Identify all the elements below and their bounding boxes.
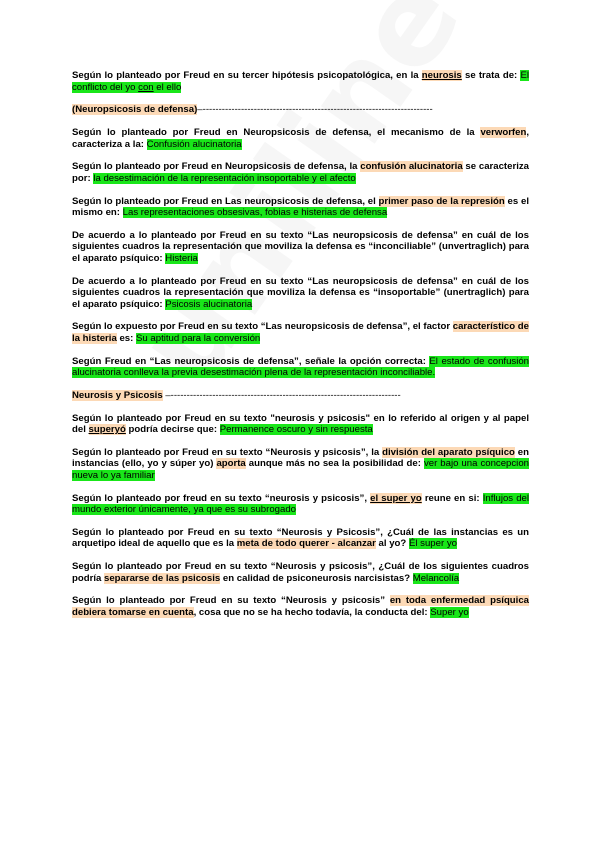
answer-highlight: ver bajo una concepcion nueva lo ya familiar [72, 458, 529, 482]
document-page [72, 70, 529, 629]
question-12: Según lo planteado por Freud en su texto “Neurosis y Psicosis”, ¿Cuál de las instancias es un arquetipo ideal de aquello que es la meta de todo querer - alcanzar al yo? Él super yo [72, 526, 529, 550]
question-8: Según Freud en “Las neuropsicosis de defensa”, señale la opción correcta: El estado de confusión alucinatoria conlleva la previa desestimación plena de la representación inconciliable. [72, 355, 530, 379]
question-3: Según lo planteado por Freud en Neuropsicosis de defensa, la confusión alucinatoria se caracteriza por: la desestimación de la representación insoportable y el afecto [72, 161, 529, 184]
section-heading-neuropsicosis: (Neuropsicosis de defensa)–------------------------------------------------------------------------ [72, 104, 433, 116]
answer-highlight: Histeria [165, 252, 198, 264]
answer-highlight: Confusión alucinatoria [146, 138, 242, 150]
question-6: De acuerdo a lo planteado por Freud en su texto “Las neuropsicosis de defensa” en cuál de los siguientes cuadros la representación que moviliza la defensa es “insoportable” (unertraglich) para el aparato psíquico: Psicosis alucinatoria [72, 275, 529, 310]
answer-highlight: Su aptitud para la conversión [136, 332, 261, 344]
question-13: Según lo planteado por Freud en su texto “Neurosis y psicosis”, ¿Cuál de los siguientes cuadros podría separarse de las psicosis en calidad de psiconeurosis narcisistas? Melancolía [72, 561, 529, 584]
question-14: Según lo planteado por Freud en su texto “Neurosis y psicosis” en toda enfermedad psíquica debiera tomarse en cuenta, cosa que no se ha hecho todavía, la conducta del: Super yo [72, 595, 529, 618]
answer-highlight: la desestimación de la representación insoportable y el afecto [93, 172, 356, 184]
topic-highlight: neurosis [421, 70, 462, 81]
answer-highlight: Psicosis alucinatoria [165, 298, 253, 310]
section-heading-neurosis-psicosis: Neurosis y Psicosis –------------------------------------------------------------------------ [72, 389, 401, 401]
question-11: Según lo planteado por freud en su texto “neurosis y psicosis”, el super yo reune en si: Influjos del mundo exterior únicamente, ya que es su subrogado [72, 492, 530, 516]
answer-highlight: El conflicto del yo con el ello [72, 70, 529, 93]
answer-highlight: Él super yo [408, 538, 457, 550]
answer-highlight: Influjos del mundo exterior únicamente, ya que es su subrogado [72, 492, 530, 516]
question-10: Según lo planteado por Freud en su texto “Neurosis y psicosis”, la división del aparato psíquico en instancias (ello, yo y súper yo) aporta aunque más no sea la posibilidad de: ver bajo una concepcion nueva lo ya familiar [72, 446, 529, 482]
question-2: Según lo planteado por Freud en Neuropsicosis de defensa, el mecanismo de la verworfen, caracteriza a la: Confusión alucinatoria [72, 127, 529, 150]
answer-highlight: Melancolía [412, 572, 460, 584]
answer-highlight: Super yo [430, 606, 469, 618]
question-1: Según lo planteado por Freud en su tercer hipótesis psicopatológica, en la neurosis se trata de: El conflicto del yo con el ello [72, 70, 529, 93]
answer-highlight: Permanence oscuro y sin respuesta [219, 424, 373, 436]
question-4: Según lo planteado por Freud en Las neuropsicosis de defensa, el primer paso de la represión es el mismo en: Las representaciones obsesivas, fobias e histerias de defensa [72, 195, 529, 219]
answer-highlight: El estado de confusión alucinatoria conlleva la previa desestimación plena de la representación inconciliable. [72, 355, 530, 379]
question-5: De acuerdo a lo planteado por Freud en su texto “Las neuropsicosis de defensa” en cuál de los siguientes cuadros la representación que moviliza la defensa es “inconciliable” (unvertraglich) para el aparato psíquico: Histeria [72, 229, 529, 264]
answer-highlight: Las representaciones obsesivas, fobias e histerias de defensa [122, 207, 388, 219]
question-9: Según lo planteado por Freud en su texto "neurosis y psicosis" en lo referido al origen y al papel del superyó podría decirse que: Permanence oscuro y sin respuesta [72, 412, 529, 436]
question-7: Según lo expuesto por Freud en su texto “Las neuropsicosis de defensa”, el factor característico de la histeria es: Su aptitud para la conversión [72, 321, 529, 344]
